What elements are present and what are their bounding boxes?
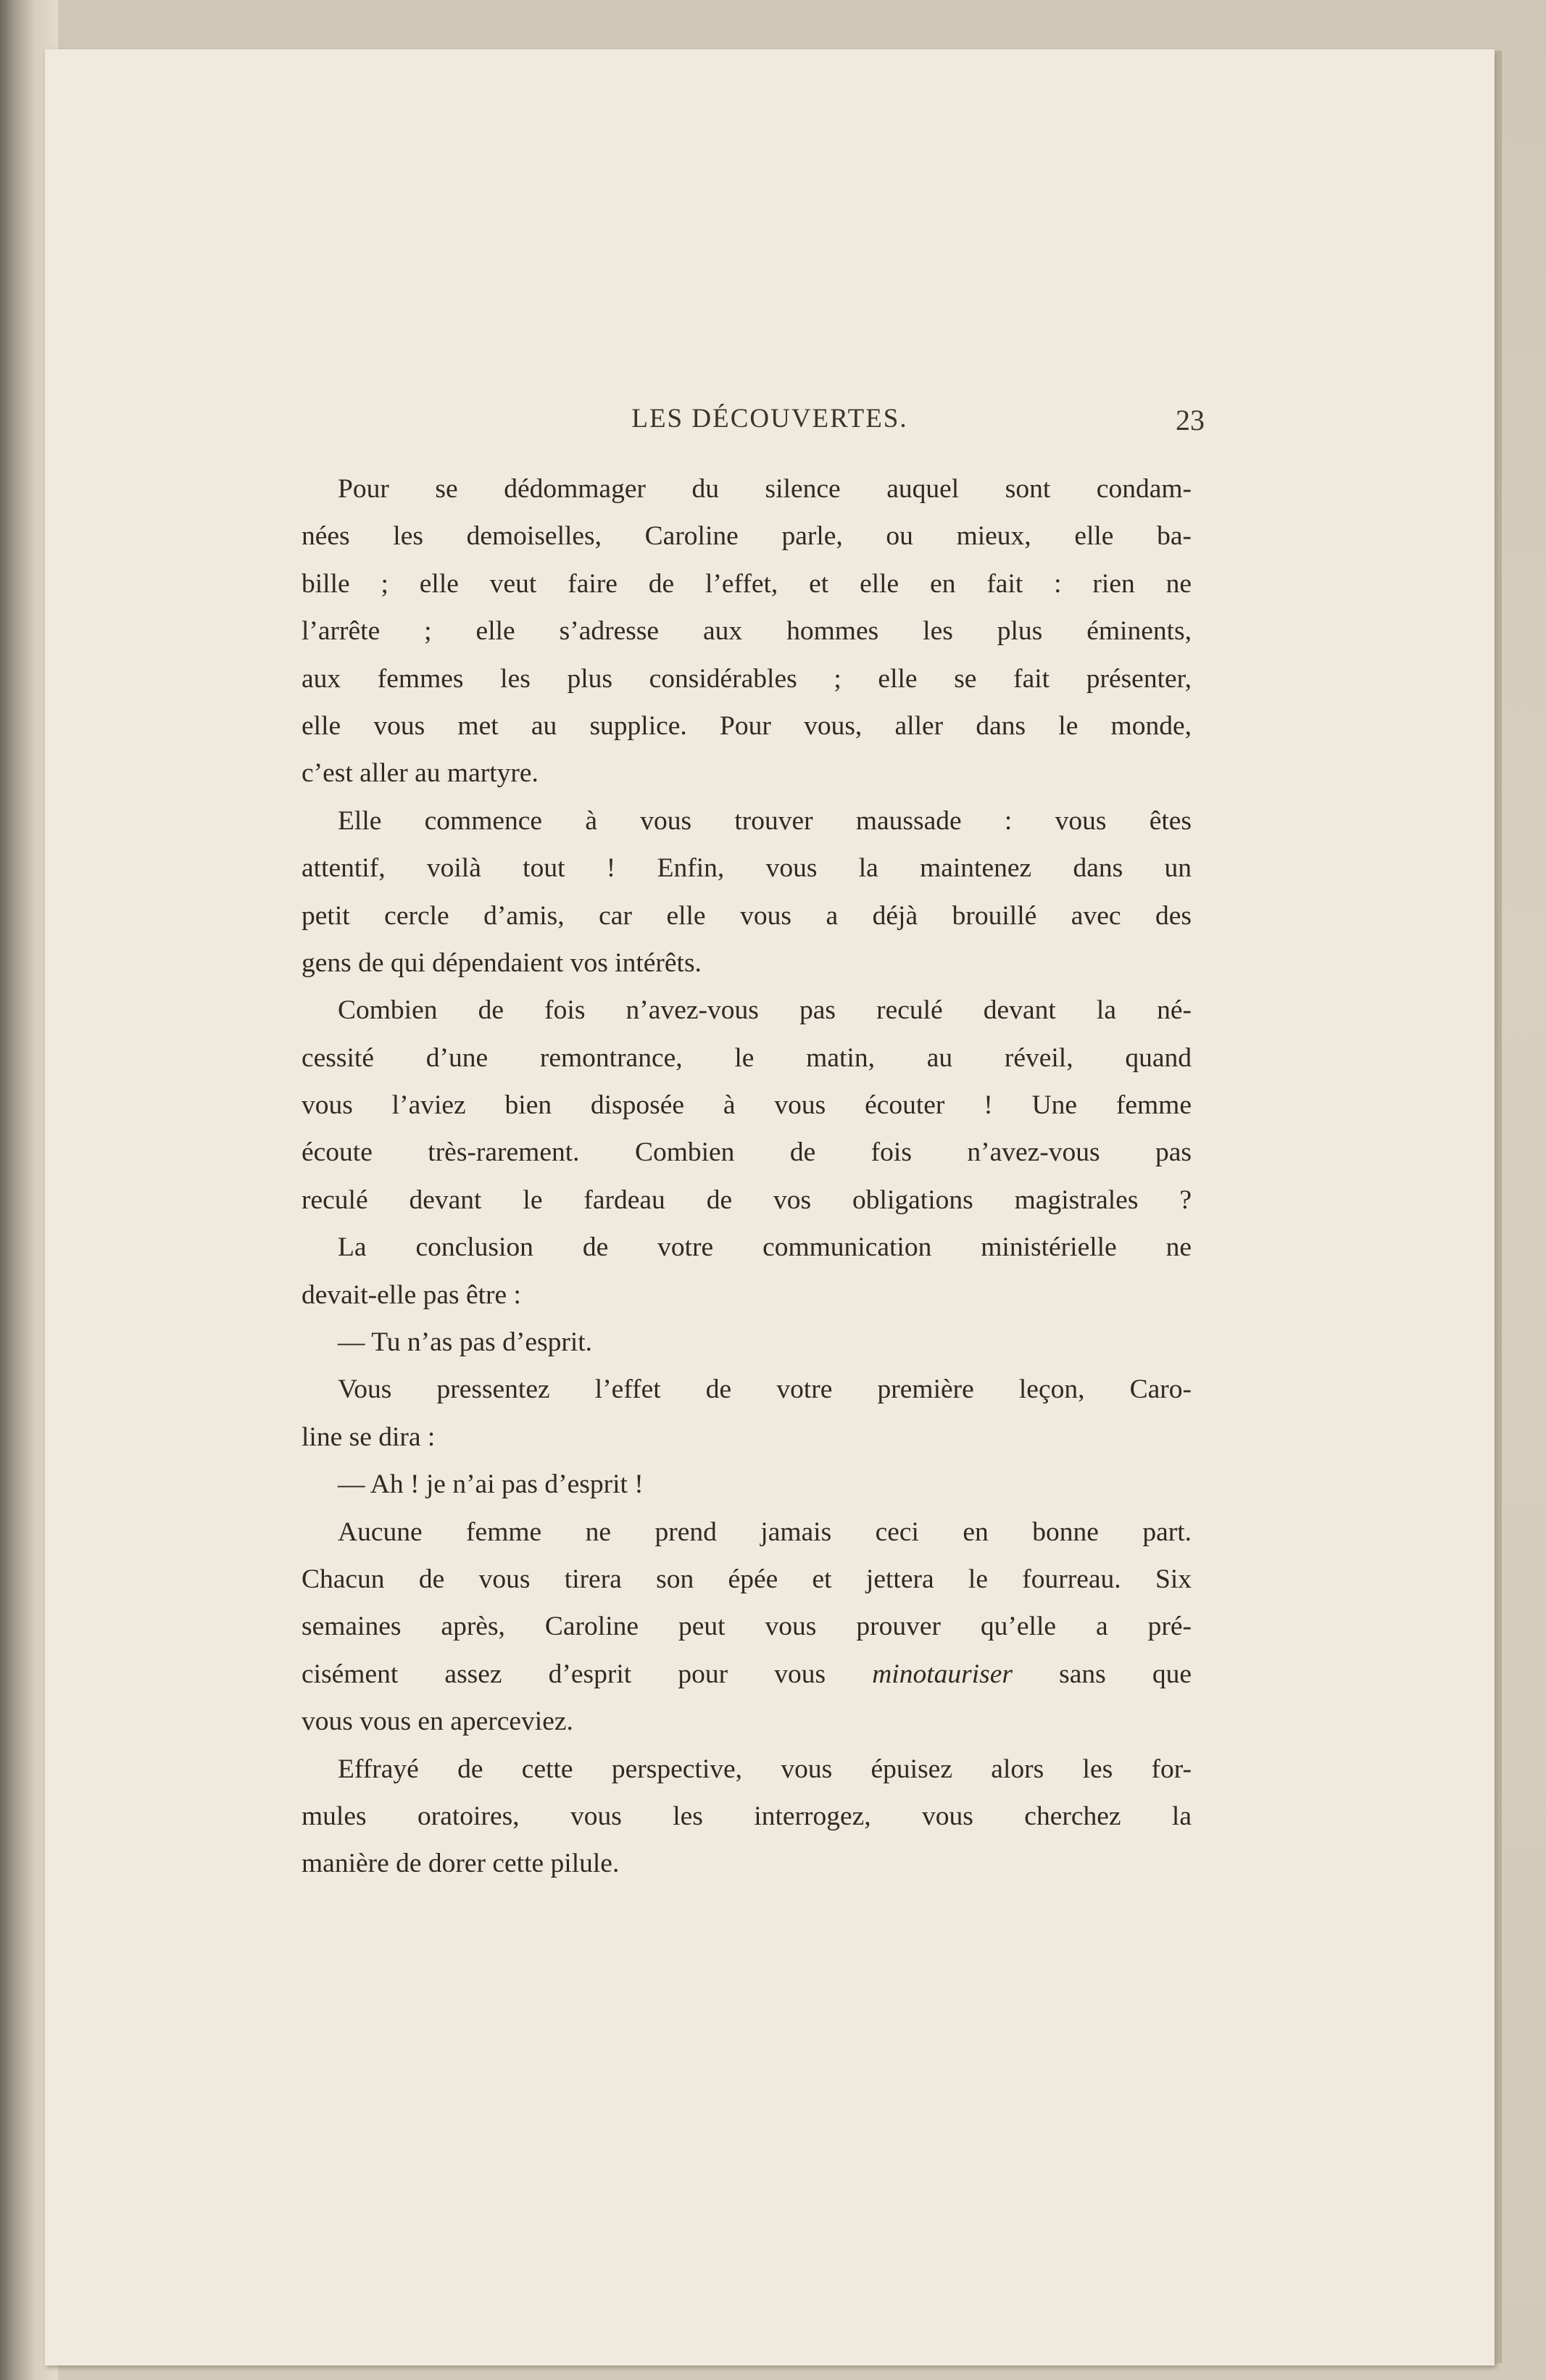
text-line: Pour se dédommager du silence auquel sont condam-: [338, 474, 1192, 504]
text-line: gens de qui dépendaient vos intérêts.: [302, 948, 702, 978]
running-head: [45, 403, 1495, 447]
text-line: Chacun de vous tirera son épée et jettera le fourreau. Six: [302, 1564, 1192, 1594]
dialogue-line: — Tu n’as pas d’esprit.: [338, 1327, 593, 1358]
dialogue-line: — Ah ! je n’ai pas d’esprit !: [338, 1469, 644, 1500]
text-line: semaines après, Caroline peut vous prouver qu’elle a pré-: [302, 1612, 1192, 1642]
text-line: c’est aller au martyre.: [302, 758, 539, 789]
text-line: La conclusion de votre communication ministérielle ne: [338, 1232, 1192, 1263]
text-line: devait-elle pas être :: [302, 1280, 521, 1310]
text-line: Elle commence à vous trouver maussade : vous êtes: [338, 805, 1192, 836]
running-title: LES DÉCOUVERTES.: [631, 404, 908, 434]
book-page: [45, 49, 1495, 2366]
text-line: line se dira :: [302, 1422, 436, 1452]
text-line: cessité d’une remontrance, le matin, au réveil, quand: [302, 1042, 1192, 1073]
body-text: [302, 465, 1192, 1888]
text-line: Aucune femme ne prend jamais ceci en bonne part.: [338, 1517, 1192, 1547]
text-line: vous l’aviez bien disposée à vous écouter ! Une femme: [302, 1090, 1192, 1121]
text-line: mules oratoires, vous les interrogez, vous cherchez la: [302, 1801, 1192, 1831]
text-line: Effrayé de cette perspective, vous épuisez alors les for-: [338, 1754, 1192, 1784]
text-line: l’arrête ; elle s’adresse aux hommes les plus éminents,: [302, 616, 1192, 647]
page-edge: [1495, 51, 1502, 2363]
text-line: vous vous en aperceviez.: [302, 1707, 573, 1737]
text-line: aux femmes les plus considérables ; elle se fait présenter,: [302, 663, 1192, 694]
text-line: Combien de fois n’avez-vous pas reculé devant la né-: [338, 995, 1192, 1026]
text-segment: sans que: [1012, 1659, 1192, 1689]
text-segment: cisément assez d’esprit pour vous: [302, 1659, 873, 1689]
text-line: manière de dorer cette pilule.: [302, 1849, 620, 1879]
text-line: attentif, voilà tout ! Enfin, vous la maintenez dans un: [302, 853, 1192, 884]
text-line: bille ; elle veut faire de l’effet, et elle en fait : rien ne: [302, 568, 1192, 599]
text-line-with-italic: [302, 1651, 1192, 1698]
page-number: 23: [1176, 404, 1205, 436]
italic-word: minotauriser: [872, 1659, 1013, 1689]
text-line: reculé devant le fardeau de vos obligations magistrales ?: [302, 1185, 1192, 1215]
text-line: nées les demoiselles, Caroline parle, ou mieux, elle ba-: [302, 521, 1192, 552]
text-line: petit cercle d’amis, car elle vous a déjà brouillé avec des: [302, 900, 1192, 931]
text-line: Vous pressentez l’effet de votre première leçon, Caro-: [338, 1374, 1192, 1405]
text-line: elle vous met au supplice. Pour vous, aller dans le monde,: [302, 710, 1192, 741]
text-line: écoute très-rarement. Combien de fois n’avez-vous pas: [302, 1137, 1192, 1168]
